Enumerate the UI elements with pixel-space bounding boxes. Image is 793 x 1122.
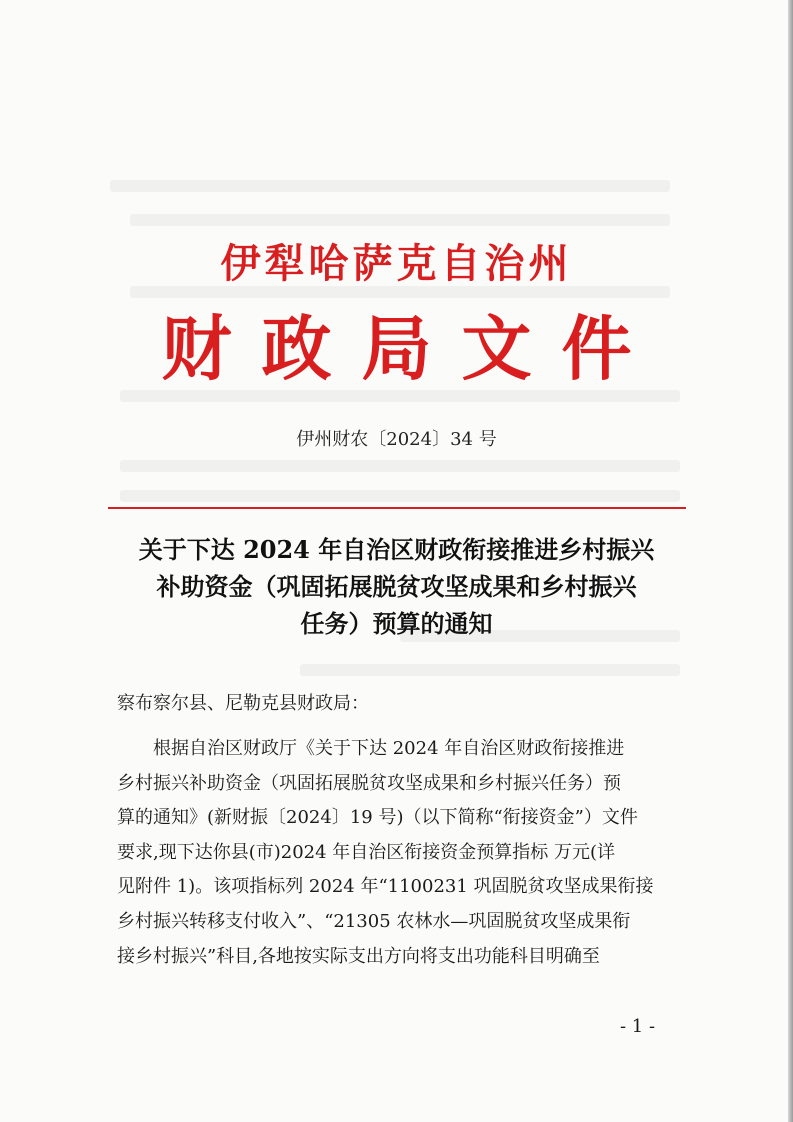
body-line: 乡村振兴补助资金（巩固拓展脱贫攻坚成果和乡村振兴任务）预 xyxy=(117,772,621,794)
document-title xyxy=(110,531,683,642)
document-number: 伊州财农〔2024〕34 号 xyxy=(296,429,497,450)
page-number: - 1 - xyxy=(620,1016,656,1037)
addressee: 察布察尔县、尼勒克县财政局： xyxy=(117,693,369,714)
issuer-document-heading: 财政局文件 xyxy=(161,307,662,390)
body-paragraph xyxy=(117,732,685,974)
scan-edge-shadow xyxy=(788,0,793,1122)
bleed-through-mark xyxy=(130,214,670,226)
issuer-name: 伊犁哈萨克自治州 xyxy=(220,240,573,287)
bleed-through-mark xyxy=(120,460,680,472)
title-line: 补助资金（巩固拓展脱贫攻坚成果和乡村振兴 xyxy=(156,572,637,601)
title-line: 任务）预算的通知 xyxy=(300,609,493,638)
body-line: 根据自治区财政厅《关于下达 2024 年自治区财政衔接推进 xyxy=(153,738,625,759)
body-line: 算的通知》(新财振〔2024〕19 号)（以下简称“衔接资金”）文件 xyxy=(117,807,638,829)
body-line: 接乡村振兴”科目,各地按实际支出方向将支出功能科目明确至 xyxy=(117,945,600,967)
bleed-through-mark xyxy=(110,180,670,192)
red-separator-line xyxy=(108,507,686,509)
bleed-through-mark xyxy=(300,664,680,676)
body-line: 见附件 1)。该项指标列 2024 年“1100231 巩固脱贫攻坚成果衔接 xyxy=(117,876,654,898)
bleed-through-mark xyxy=(120,490,680,502)
title-line: 关于下达 2024 年自治区财政衔接推进乡村振兴 xyxy=(138,535,655,564)
body-line: 乡村振兴转移支付收入”、“21305 农林水—巩固脱贫攻坚成果衔 xyxy=(117,910,631,932)
body-line: 要求,现下达你县(市)2024 年自治区衔接资金预算指标 万元(详 xyxy=(117,841,616,863)
